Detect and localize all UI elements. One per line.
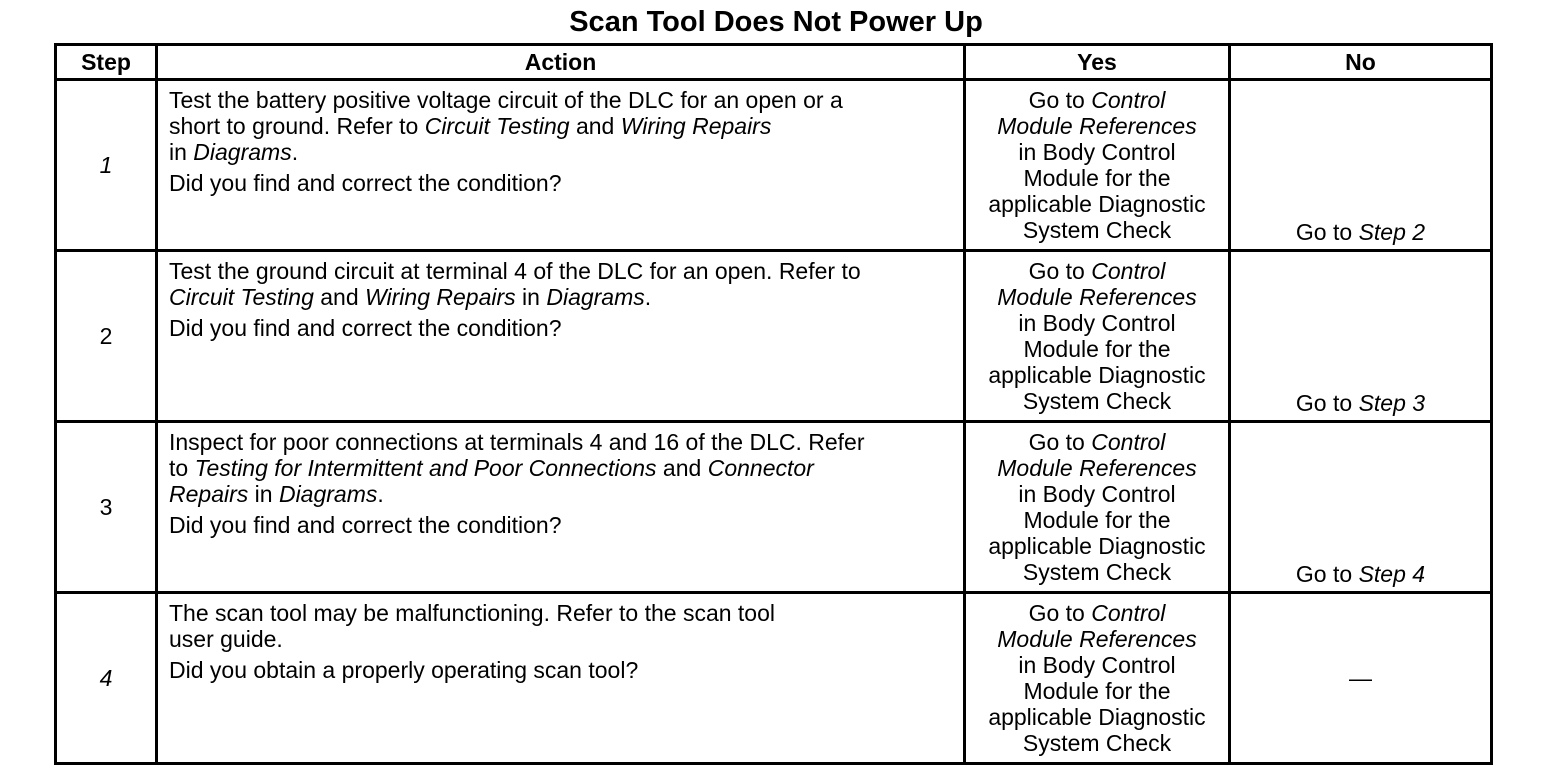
diagnostic-table (54, 43, 1493, 765)
table-row (56, 80, 1492, 251)
action-text: Inspect for poor connections at terminals 4 and 16 of the DLC. Refer (169, 429, 865, 455)
action-text: The scan tool may be malfunctioning. Refer to the scan tool (169, 600, 775, 626)
table-row (56, 593, 1492, 764)
step-number: 4 (56, 593, 157, 764)
yes-cell: Go to Control Module References in Body Control Module for the applicable Diagnostic System Check (965, 593, 1230, 764)
header-row (56, 45, 1492, 80)
yes-cell: Go to Control Module References in Body Control Module for the applicable Diagnostic System Check (965, 422, 1230, 593)
action-question: Did you find and correct the condition? (169, 315, 562, 341)
header-no: No (1230, 45, 1492, 80)
action-text: Test the ground circuit at terminal 4 of the DLC for an open. Refer to (169, 258, 861, 284)
step-number: 3 (56, 422, 157, 593)
yes-cell: Go to Control Module References in Body Control Module for the applicable Diagnostic System Check (965, 80, 1230, 251)
action-cell (157, 422, 965, 593)
yes-cell: Go to Control Module References in Body Control Module for the applicable Diagnostic System Check (965, 251, 1230, 422)
header-step: Step (56, 45, 157, 80)
action-text: short to ground. Refer to Circuit Testing and Wiring Repairs (169, 113, 772, 139)
no-cell: Go to Step 4 (1230, 422, 1492, 593)
table-row (56, 422, 1492, 593)
action-question: Did you obtain a properly operating scan tool? (169, 657, 639, 683)
action-cell (157, 593, 965, 764)
no-cell: Go to Step 2 (1230, 80, 1492, 251)
action-text: to Testing for Intermittent and Poor Connections and Connector (169, 455, 814, 481)
step-number: 2 (56, 251, 157, 422)
header-action: Action (157, 45, 965, 80)
action-text: user guide. (169, 626, 283, 652)
step-number: 1 (56, 80, 157, 251)
action-cell (157, 80, 965, 251)
action-question: Did you find and correct the condition? (169, 512, 562, 538)
action-text: Test the battery positive voltage circuit of the DLC for an open or a (169, 87, 843, 113)
header-yes: Yes (965, 45, 1230, 80)
no-cell: — (1230, 593, 1492, 764)
action-cell (157, 251, 965, 422)
table-row (56, 251, 1492, 422)
action-text: in Diagrams. (169, 139, 299, 165)
page-title: Scan Tool Does Not Power Up (569, 6, 983, 38)
action-question: Did you find and correct the condition? (169, 170, 562, 196)
action-text: Circuit Testing and Wiring Repairs in Diagrams. (169, 284, 652, 310)
no-cell: Go to Step 3 (1230, 251, 1492, 422)
action-text: Repairs in Diagrams. (169, 481, 384, 507)
